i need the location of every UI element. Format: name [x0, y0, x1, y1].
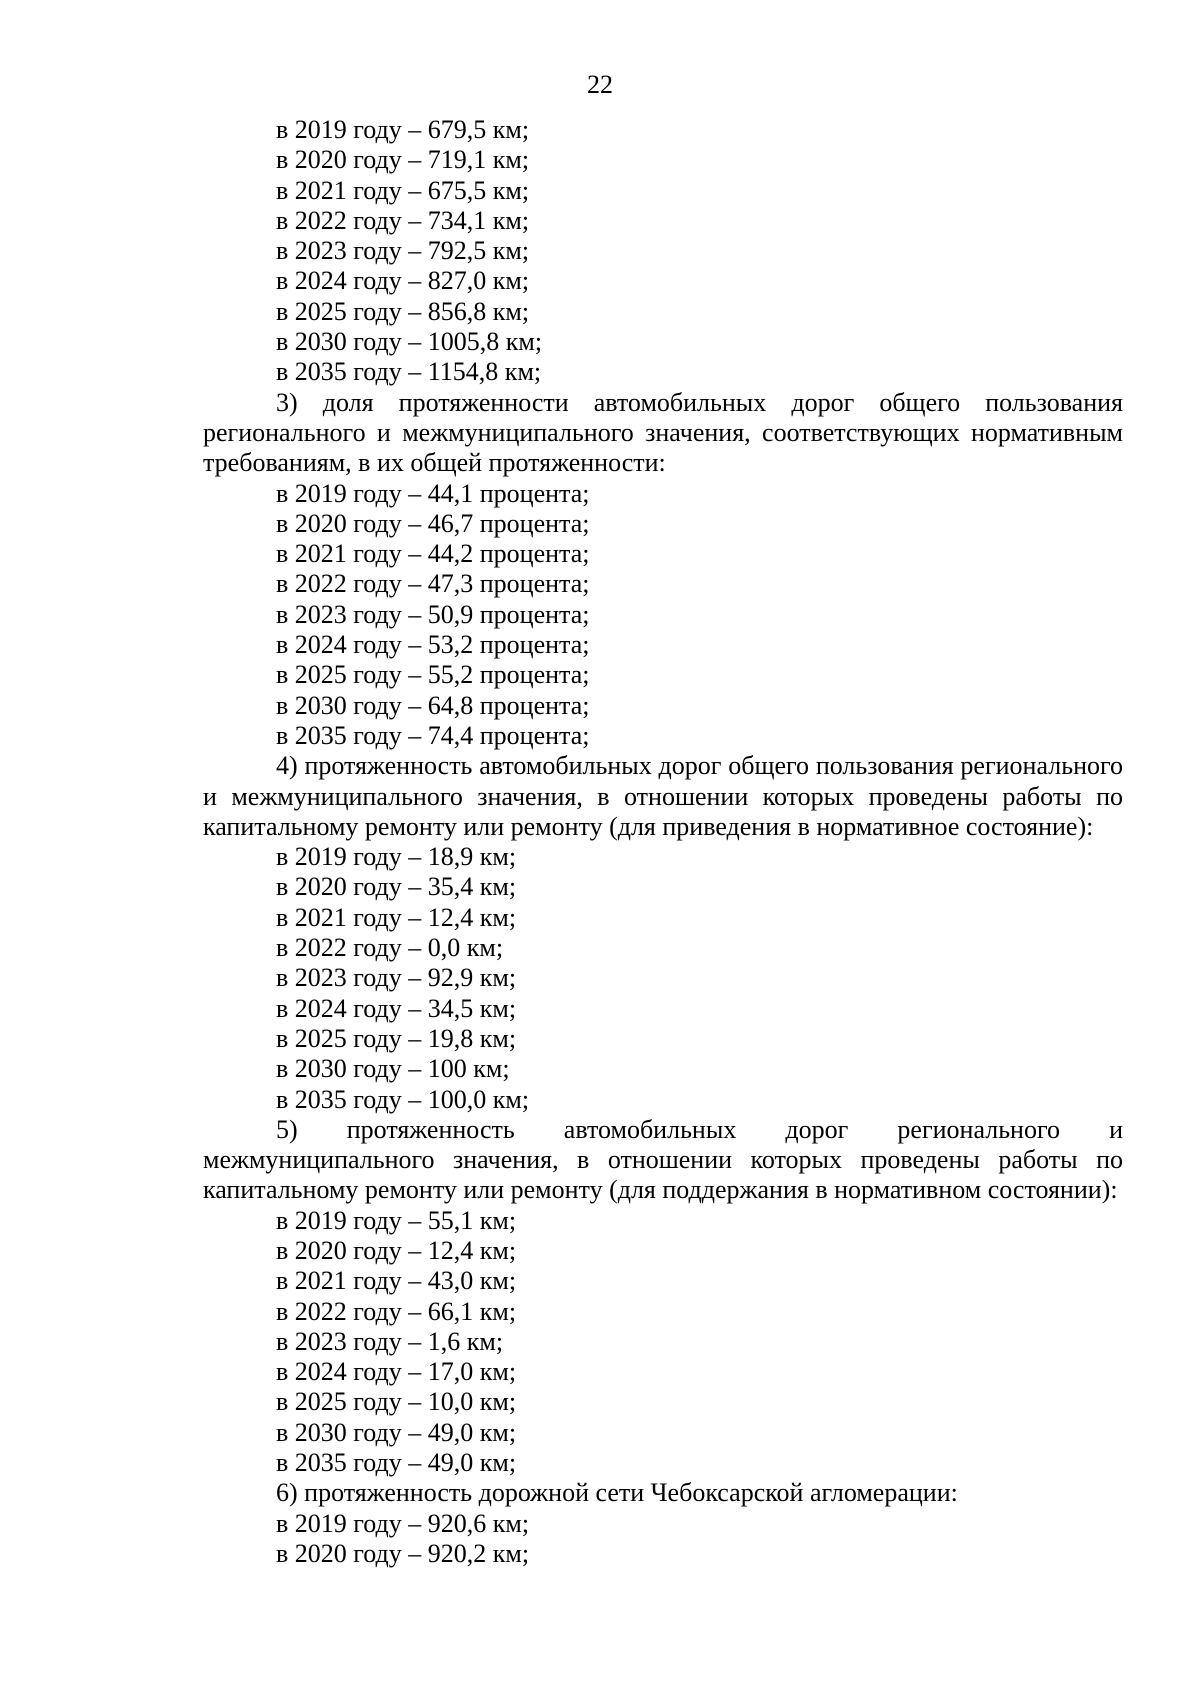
list-item: в 2025 году – 856,8 км;: [276, 296, 530, 326]
list-item: в 2019 году – 44,1 процента;: [276, 478, 590, 508]
list-item: в 2023 году – 792,5 км;: [276, 236, 530, 266]
list-item: в 2030 году – 49,0 км;: [276, 1417, 517, 1447]
list-item: в 2025 году – 55,2 процента;: [276, 660, 590, 690]
list-item: в 2023 году – 50,9 процента;: [276, 599, 590, 629]
paragraph: 5) протяженность автомобильных дорог регионального и межмуниципального значения, в отношении которых проведены работы по капитальному ремонту или ремонту (для поддержания в нормативном состоянии):: [203, 1114, 1123, 1205]
list-item: в 2022 году – 47,3 процента;: [276, 569, 590, 599]
list-item: в 2020 году – 920,2 км;: [276, 1538, 530, 1568]
list-item: в 2025 году – 19,8 км;: [276, 1023, 517, 1053]
list-item: в 2024 году – 827,0 км;: [276, 266, 530, 296]
list-item: в 2024 году – 53,2 процента;: [276, 630, 590, 660]
list-item: в 2021 году – 44,2 процента;: [276, 539, 590, 569]
list-item: в 2025 году – 10,0 км;: [276, 1387, 517, 1417]
paragraph: 3) доля протяженности автомобильных дорог общего пользования регионального и межмуниципального значения, соответствующих нормативным требованиям, в их общей протяженности:: [203, 387, 1123, 478]
list-item: в 2035 году – 100,0 км;: [276, 1084, 530, 1114]
list-item: в 2020 году – 35,4 км;: [276, 872, 517, 902]
list-item: в 2019 году – 18,9 км;: [276, 842, 517, 872]
list-item: в 2021 году – 675,5 км;: [276, 175, 530, 205]
list-item: в 2020 году – 719,1 км;: [276, 145, 530, 175]
list-item: в 2030 году – 1005,8 км;: [276, 327, 543, 357]
list-item: 6) протяженность дорожной сети Чебоксарской агломерации:: [276, 1478, 958, 1508]
list-item: в 2021 году – 12,4 км;: [276, 902, 517, 932]
list-item: в 2022 году – 734,1 км;: [276, 205, 530, 235]
list-item: в 2035 году – 1154,8 км;: [276, 357, 542, 387]
list-item: в 2020 году – 12,4 км;: [276, 1235, 517, 1265]
list-item: в 2023 году – 1,6 км;: [276, 1326, 504, 1356]
list-item: в 2021 году – 43,0 км;: [276, 1266, 517, 1296]
document-body: [203, 115, 1123, 1569]
paragraph: 4) протяженность автомобильных дорог общего пользования регионального и межмуниципального значения, в отношении которых проведены работы по капитальному ремонту или ремонту (для приведения в нормативное состояние):: [203, 751, 1123, 841]
list-item: в 2035 году – 49,0 км;: [276, 1448, 517, 1478]
list-item: в 2019 году – 679,5 км;: [276, 115, 530, 144]
list-item: в 2030 году – 100 км;: [276, 1054, 510, 1084]
list-item: в 2024 году – 17,0 км;: [276, 1357, 517, 1387]
list-item: в 2020 году – 46,7 процента;: [276, 508, 590, 538]
list-item: в 2035 году – 74,4 процента;: [276, 720, 590, 750]
list-item: в 2019 году – 920,6 км;: [276, 1508, 530, 1538]
page-number: 22: [587, 70, 613, 99]
list-item: в 2024 году – 34,5 км;: [276, 993, 517, 1023]
list-item: в 2022 году – 0,0 км;: [276, 933, 504, 963]
list-item: в 2022 году – 66,1 км;: [276, 1296, 517, 1326]
list-item: в 2030 году – 64,8 процента;: [276, 690, 590, 720]
list-item: в 2023 году – 92,9 км;: [276, 963, 517, 993]
list-item: в 2019 году – 55,1 км;: [276, 1205, 517, 1235]
